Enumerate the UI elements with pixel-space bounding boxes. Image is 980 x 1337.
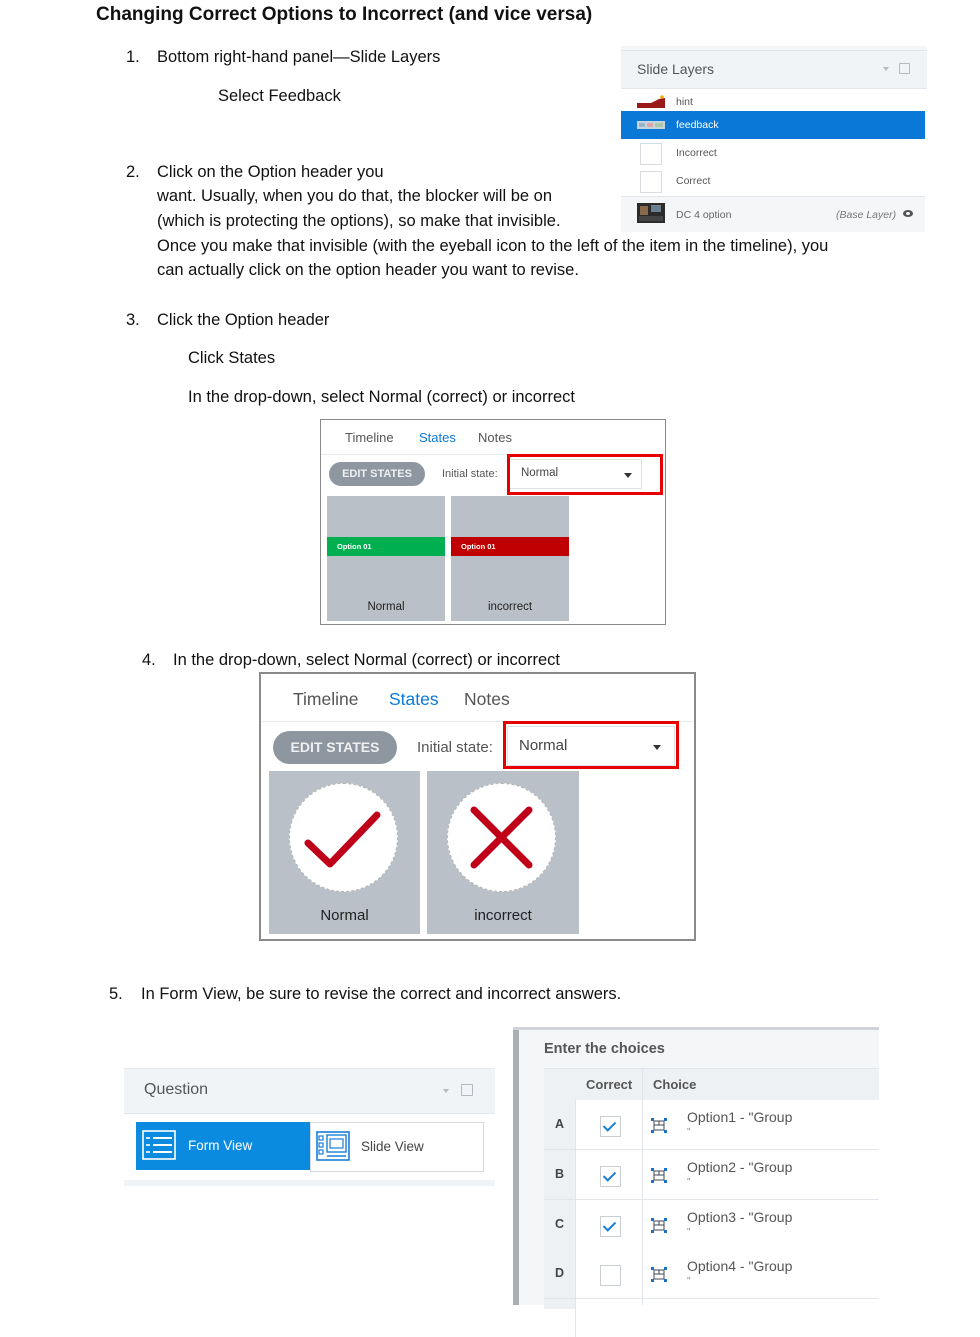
group-icon <box>650 1117 668 1134</box>
choice-text[interactable]: Option4 - "Group <box>687 1258 793 1274</box>
step-2-line: (which is protecting the options), so make that invisible. <box>157 212 561 230</box>
step-1 <box>126 45 440 70</box>
base-layer-tag: (Base Layer) <box>836 209 897 221</box>
layer-row-base[interactable] <box>621 196 925 232</box>
form-view-label: Form View <box>188 1138 253 1153</box>
step-2-line: can actually click on the option header you want to revise. <box>157 261 579 279</box>
eye-icon[interactable] <box>903 210 913 217</box>
hint-thumbnail-icon <box>637 95 665 108</box>
table-row-partial <box>544 1299 879 1309</box>
choices-title: Enter the choices <box>544 1041 665 1057</box>
edit-states-button[interactable]: EDIT STATES <box>273 731 397 764</box>
initial-state-label: Initial state: <box>417 739 493 756</box>
choice-text-cont: " <box>687 1276 691 1287</box>
step-number: 3. <box>126 311 140 329</box>
slide-view-icon <box>316 1131 350 1161</box>
choice-text-cont: " <box>687 1127 691 1138</box>
state-caption: incorrect <box>487 601 533 613</box>
correct-checkbox[interactable] <box>600 1265 621 1286</box>
state-caption: Normal <box>320 907 369 924</box>
table-row <box>544 1150 879 1200</box>
feedback-thumbnail-icon <box>637 121 665 129</box>
option-bar: Option 01 <box>451 537 569 556</box>
step-text: Click on the Option header you <box>157 163 384 181</box>
state-card-normal[interactable] <box>327 496 445 621</box>
slide-layers-title: Slide Layers <box>637 61 715 77</box>
highlight-box <box>507 454 663 495</box>
slide-layers-header <box>621 51 927 89</box>
step-number: 2. <box>126 163 140 181</box>
slide-layers-panel <box>621 46 927 236</box>
layer-row-correct[interactable] <box>621 167 925 195</box>
panel-left-edge <box>513 1027 519 1305</box>
edit-states-button[interactable]: EDIT STATES <box>329 462 425 486</box>
state-caption: incorrect <box>474 907 532 924</box>
tab-notes[interactable]: Notes <box>478 430 512 445</box>
page-title: Changing Correct Options to Incorrect (and vice versa) <box>96 4 593 25</box>
option-bar: Option 01 <box>327 537 445 556</box>
correct-checkbox[interactable] <box>600 1166 621 1187</box>
correct-checkbox[interactable] <box>600 1116 621 1137</box>
question-header <box>124 1068 495 1114</box>
checkmark-icon <box>603 1218 616 1231</box>
collapse-arrow-icon[interactable] <box>443 1089 449 1093</box>
state-card-normal[interactable] <box>269 771 420 934</box>
initial-state-label: Initial state: <box>442 468 498 480</box>
states-panel-large <box>259 672 696 941</box>
step-number: 1. <box>126 48 140 66</box>
step-2-line: want. Usually, when you do that, the blocker will be on <box>157 187 552 205</box>
question-title: Question <box>144 1081 209 1098</box>
checkmark-icon <box>603 1118 616 1131</box>
layer-row-incorrect[interactable] <box>621 139 925 167</box>
choice-text-cont: " <box>687 1227 691 1238</box>
group-icon <box>650 1217 668 1234</box>
checkmark-icon <box>603 1168 616 1181</box>
collapse-arrow-icon[interactable] <box>883 67 889 71</box>
states-panel-small <box>320 419 666 625</box>
row-letter <box>544 1299 575 1309</box>
step-2 <box>126 160 384 185</box>
step-5 <box>109 982 621 1007</box>
form-view-icon <box>142 1130 176 1160</box>
form-view-button[interactable] <box>136 1122 310 1170</box>
group-icon <box>650 1167 668 1184</box>
step-1-sub: Select Feedback <box>218 87 341 105</box>
tab-timeline[interactable]: Timeline <box>293 689 359 709</box>
table-header <box>544 1068 879 1101</box>
layer-label: feedback <box>676 119 719 131</box>
undock-window-icon[interactable] <box>899 63 910 74</box>
layer-label: Incorrect <box>676 147 717 159</box>
panel-tabs <box>261 674 694 722</box>
x-mark-icon <box>447 783 556 892</box>
layer-label: hint <box>676 96 693 108</box>
choice-text[interactable]: Option3 - "Group <box>687 1209 793 1225</box>
table-row <box>544 1200 879 1250</box>
step-2-line: Once you make that invisible (with the eyeball icon to the left of the item in the timeline), you <box>157 237 829 255</box>
step-text: Click the Option header <box>157 311 330 329</box>
step-3 <box>126 308 329 333</box>
column-divider <box>575 1100 576 1337</box>
panel-top-edge <box>513 1027 879 1030</box>
layer-empty-thumbnail <box>640 171 662 193</box>
slide-view-button[interactable] <box>310 1122 484 1172</box>
panel-tabs <box>321 420 665 455</box>
step-number: 5. <box>109 985 123 1003</box>
column-header-choice: Choice <box>653 1077 697 1092</box>
state-caption: Normal <box>367 601 405 613</box>
dropdown-value: Normal <box>519 737 568 754</box>
checkmark-icon <box>289 783 398 892</box>
group-icon <box>650 1266 668 1283</box>
layer-label: Correct <box>676 175 711 187</box>
tab-states[interactable]: States <box>419 430 456 445</box>
tab-notes[interactable]: Notes <box>464 689 510 709</box>
step-number: 4. <box>142 651 156 669</box>
dropdown-value: Normal <box>521 467 559 479</box>
table-row <box>544 1100 879 1150</box>
step-3-sub: In the drop-down, select Normal (correct) or incorrect <box>188 388 575 406</box>
step-text: Bottom right-hand panel—Slide Layers <box>157 48 441 66</box>
state-card-incorrect[interactable] <box>451 496 569 621</box>
layer-row-feedback[interactable] <box>621 111 925 139</box>
step-4 <box>142 648 560 673</box>
base-layer-thumbnail-icon <box>637 203 665 223</box>
panel-footer-strip <box>124 1180 495 1186</box>
row-letter: D <box>544 1249 575 1298</box>
correct-checkbox[interactable] <box>600 1216 621 1237</box>
table-row <box>544 1249 879 1299</box>
undock-window-icon[interactable] <box>461 1084 473 1096</box>
column-header-correct: Correct <box>586 1077 633 1092</box>
layer-label: DC 4 option <box>676 209 732 221</box>
column-divider <box>642 1068 643 1305</box>
state-card-incorrect[interactable] <box>427 771 579 934</box>
tab-timeline[interactable]: Timeline <box>345 430 394 445</box>
tab-states[interactable]: States <box>389 689 439 709</box>
step-text: In Form View, be sure to revise the correct and incorrect answers. <box>141 985 622 1003</box>
step-text: In the drop-down, select Normal (correct) or incorrect <box>173 651 560 669</box>
layer-empty-thumbnail <box>640 143 662 165</box>
choice-text[interactable]: Option2 - "Group <box>687 1159 793 1175</box>
question-panel <box>124 1068 495 1188</box>
highlight-box <box>503 721 679 769</box>
slide-view-label: Slide View <box>361 1139 424 1154</box>
choices-panel <box>513 1027 879 1305</box>
row-letter: B <box>544 1150 575 1199</box>
row-letter: C <box>544 1200 575 1249</box>
step-3-sub: Click States <box>188 349 276 367</box>
row-letter: A <box>544 1100 575 1149</box>
choice-text-cont: " <box>687 1177 691 1188</box>
choice-text[interactable]: Option1 - "Group <box>687 1109 793 1125</box>
